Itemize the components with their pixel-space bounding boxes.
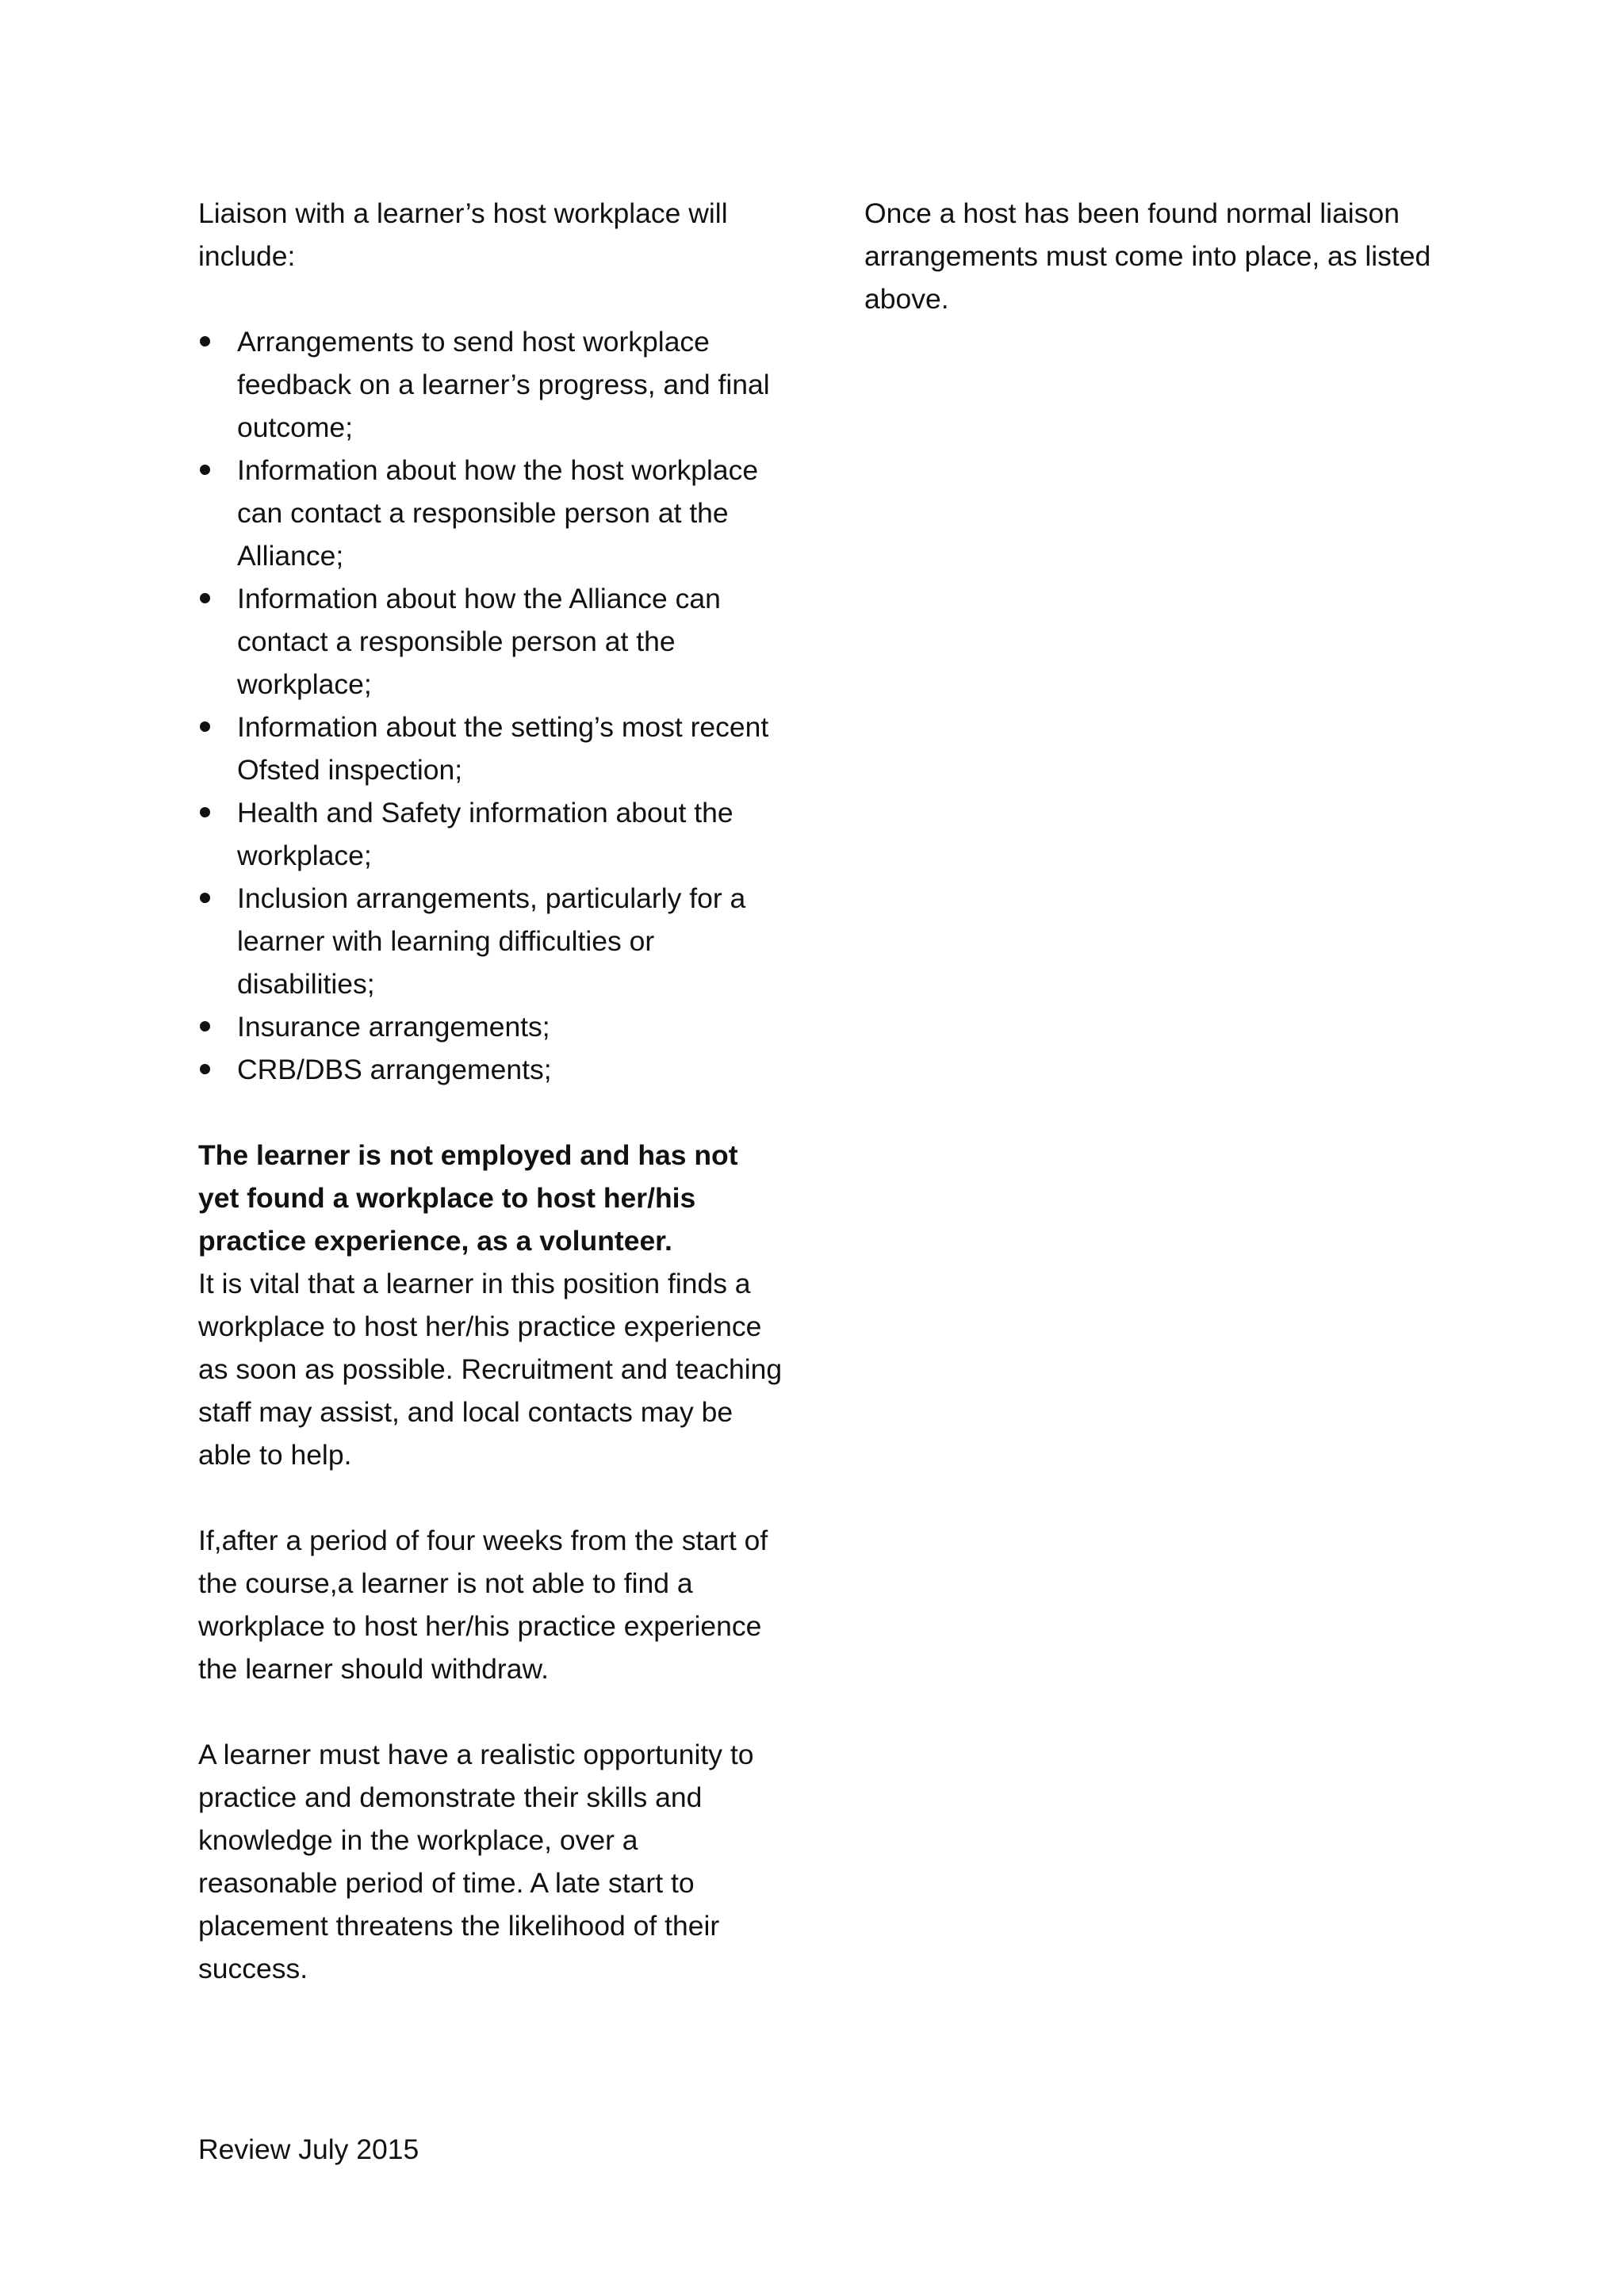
spacer [198,1091,785,1134]
footer-text: Review July 2015 [198,2133,419,2165]
section-heading: The learner is not employed and has not yet found a workplace to host her/his practice experience, as a volunteer. [198,1139,738,1257]
bullet-icon [200,336,210,346]
left-column [198,192,785,1990]
intro-text: Liaison with a learner’s host workplace will include: [198,197,728,272]
list-item [198,877,785,1005]
list-item [198,791,785,877]
list-item [198,449,785,577]
list-item [198,577,785,706]
bullet-icon [200,1021,210,1031]
list-item-text: CRB/DBS arrangements; [237,1054,552,1085]
body-paragraph: It is vital that a learner in this position finds a workplace to host her/his practice experience as soon as possible. Recruitment and teaching staff may assist, and local contacts may be able to help. [198,1268,783,1471]
spacer [198,1476,785,1519]
body-paragraph: If,after a period of four weeks from the start of the course,a learner is not able to find a workplace to host her/his practice experience the learner should withdraw. [198,1525,768,1685]
list-item [198,706,785,791]
list-item-text: Insurance arrangements; [237,1011,550,1043]
bullet-icon [200,1064,210,1074]
list-item-text: Arrangements to send host workplace feedback on a learner’s progress, and final outcome; [237,326,770,443]
list-item-text: Health and Safety information about the workplace; [237,797,733,871]
bullet-icon [200,807,210,817]
spacer [198,1690,785,1733]
list-item [198,320,785,449]
bullet-icon [200,465,210,475]
bullet-icon [200,721,210,732]
body-paragraph: Once a host has been found normal liaison arrangements must come into place, as listed above. [864,197,1431,315]
list-item-text: Information about how the Alliance can contact a responsible person at the workplace; [237,583,721,700]
bullet-icon [200,893,210,903]
right-column [864,192,1451,320]
bullet-icon [200,593,210,603]
liaison-list [198,320,785,1091]
list-item [198,1005,785,1048]
list-item-text: Information about the setting’s most recent Ofsted inspection; [237,711,769,786]
list-item-text: Information about how the host workplace can contact a responsible person at the Alliance; [237,454,759,572]
body-paragraph: A learner must have a realistic opportunity to practice and demonstrate their skills and knowledge in the workplace, over a reasonable period of time. A late start to placement threatens the likelihood of their success. [198,1739,754,1984]
spacer [198,277,785,320]
list-item-text: Inclusion arrangements, particularly for a learner with learning difficulties or disabilities; [237,882,746,1000]
list-item [198,1048,785,1091]
